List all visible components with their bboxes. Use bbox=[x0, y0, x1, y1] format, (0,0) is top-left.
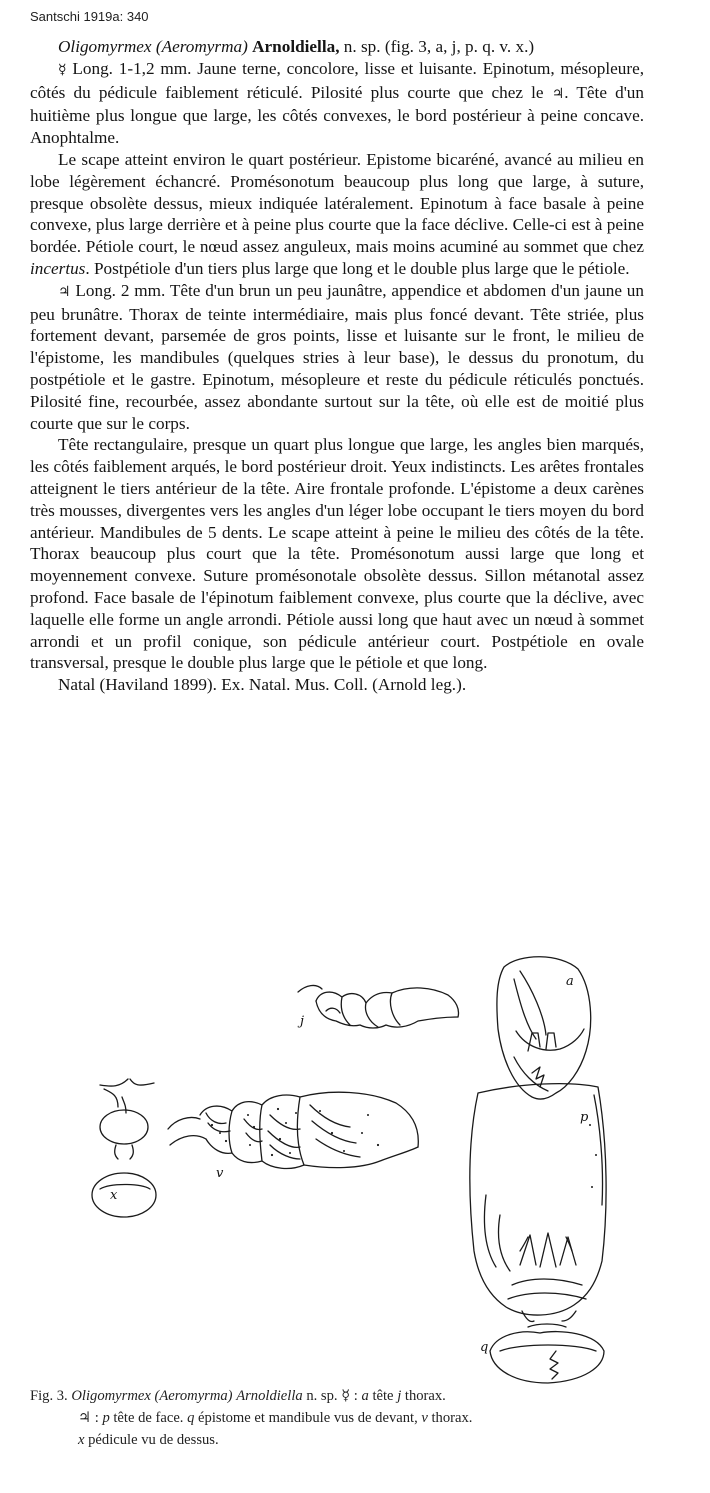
locality-paragraph: Natal (Haviland 1899). Ex. Natal. Mus. Coll. (Arnold leg.). bbox=[58, 675, 467, 695]
caption-subgenus: (Aeromyrma) bbox=[154, 1388, 233, 1404]
figure-caption bbox=[30, 1385, 650, 1451]
stipple-dots bbox=[211, 1108, 597, 1188]
scape-text: Le scape atteint environ le quart postérieur. Epistome bicaréné, avancé au milieu en lobe légèrement échancré. Promésonotum beaucoup plus long que large, à suture, presque obsolète dessus, mieux indiquée latéralement. Epinotum à face basale à peine convexe, plus large derrière et à peine plus courte que la face déclive. Celle-ci est à peine bordée. Pétiole court, le nœud assez anguleux, mais moins acuminé au sommet que chez bbox=[30, 149, 644, 257]
caption-line2-v: thorax. bbox=[427, 1410, 473, 1426]
soldier-symbol: ♃ bbox=[58, 283, 71, 300]
head-paragraph: Tête rectangulaire, presque un quart plus longue que large, les angles bien marqués, les côtés faiblement arqués, le bord postérieur droit. Yeux indistincts. Les arêtes frontales atteignent le tiers antérieur de la tête. Aire frontale profonde. L'épistome a deux carènes très mousses, divergentes vers les angles d'un léger lobe occupant le tiers moyen du bord antérieur. Mandibules de 5 dents. Le scape atteint à peine le milieu des côtés de la tête. Thorax beaucoup plus court que la tête. Promésonotum aussi large que long et moyennement convexe. Suture promésonotale obsolète dessus. Sillon métanotal assez profond. Face basale de l'épinotum faiblement convexe, plus courte que la déclive, avec laquelle elle forme un angle arrondi. Pétiole aussi long que haut avec un nœud à sommet arrondi et un profil conique, son pédicule antérieur court. Postpétiole en ovale transversal, presque le double plus large que le pétiole et que long. bbox=[30, 435, 644, 673]
caption-line1-a: tête bbox=[368, 1388, 398, 1404]
figure-3 bbox=[0, 955, 710, 1390]
caption-line2-sym: ♃ : bbox=[78, 1410, 103, 1426]
drawing-j-thorax bbox=[298, 985, 459, 1028]
drawing-x-pedicel bbox=[92, 1079, 156, 1217]
caption-a: a bbox=[361, 1388, 369, 1404]
label-q: q bbox=[480, 1340, 489, 1355]
caption-fig: Fig. 3. bbox=[30, 1388, 68, 1404]
caption-line1-j: thorax. bbox=[401, 1388, 446, 1404]
label-p: p bbox=[580, 1110, 589, 1125]
species-description bbox=[30, 36, 644, 696]
caption-genus: Oligomyrmex bbox=[71, 1388, 151, 1404]
worker-paragraph bbox=[30, 58, 644, 149]
caption-line2-q: épistome et mandibule vus de devant, bbox=[194, 1410, 422, 1426]
scape-italic: incertus bbox=[30, 258, 86, 278]
caption-line2-p: tête de face. bbox=[109, 1410, 188, 1426]
caption-line3: pédicule vu de dessus. bbox=[84, 1432, 219, 1448]
label-a: a bbox=[566, 974, 574, 989]
drawing-a-worker-head bbox=[497, 957, 591, 1099]
scape-paragraph bbox=[30, 149, 644, 280]
title-rest: n. sp. (fig. 3, a, j, p. q. v. x.) bbox=[339, 37, 535, 56]
caption-v: v bbox=[421, 1410, 428, 1426]
caption-species: Arnoldiella bbox=[236, 1388, 303, 1404]
caption-x: x bbox=[78, 1432, 85, 1448]
worker-symbol: ☿ bbox=[58, 61, 67, 78]
species-name: Arnoldiella, bbox=[252, 37, 340, 56]
genus-name: Oligomyrmex bbox=[58, 37, 152, 56]
subgenus-name: (Aeromyrma) bbox=[155, 37, 248, 56]
soldier-text: Long. 2 mm. Tête d'un brun un peu jaunâtre, appendice et abdomen d'un jaune un peu brunâtre. Thorax de teinte intermédiaire, mais plus foncé devant. Tête striée, plus fortement devant, parsemée de gros points, lisse et luisante sur le front, le milieu de l'épistome, les mandibules (quelques stries à leur base), le dessus du pronotum, du postpétiole et le gastre. Epinotum, mésopleure et reste du pédicule réticulés ponctués. Pilosité fine, recourbée, assez abondante surtout sur la tête, où elle est de moitié plus courte que sur le corps. bbox=[30, 280, 644, 433]
label-x: x bbox=[110, 1188, 118, 1203]
caption-line1-rest: n. sp. ☿ : bbox=[302, 1388, 362, 1404]
caption-p: p bbox=[102, 1410, 110, 1426]
label-j: j bbox=[300, 1014, 305, 1029]
soldier-paragraph bbox=[30, 280, 644, 435]
caption-line-2 bbox=[30, 1407, 650, 1429]
soldier-symbol-inline: ♃ bbox=[551, 85, 565, 102]
caption-line-1 bbox=[30, 1385, 650, 1407]
caption-line-3 bbox=[30, 1429, 650, 1451]
scape-text-end: . Postpétiole d'un tiers plus large que long et le double plus large que le pétiole. bbox=[85, 258, 630, 278]
drawing-v-soldier-thorax bbox=[168, 1092, 418, 1168]
label-v: v bbox=[216, 1166, 224, 1181]
citation-header: Santschi 1919a: 340 bbox=[30, 9, 149, 24]
drawing-q-epistome bbox=[490, 1311, 604, 1383]
title-paragraph bbox=[30, 36, 644, 58]
figure-drawings bbox=[0, 955, 710, 1390]
worker-text-2: . Tête d'un huitième plus longue que large, les côtés convexes, le bord postérieur à peine concave. Anophtalme. bbox=[30, 82, 644, 148]
worker-text: Long. 1-1,2 mm. Jaune terne, concolore, lisse et luisante. Epinotum, mésopleure, côtés du pédicule faiblement réticulé. Pilosité plus courte que chez le bbox=[30, 58, 644, 102]
caption-j: j bbox=[397, 1388, 402, 1404]
caption-q: q bbox=[187, 1410, 195, 1426]
